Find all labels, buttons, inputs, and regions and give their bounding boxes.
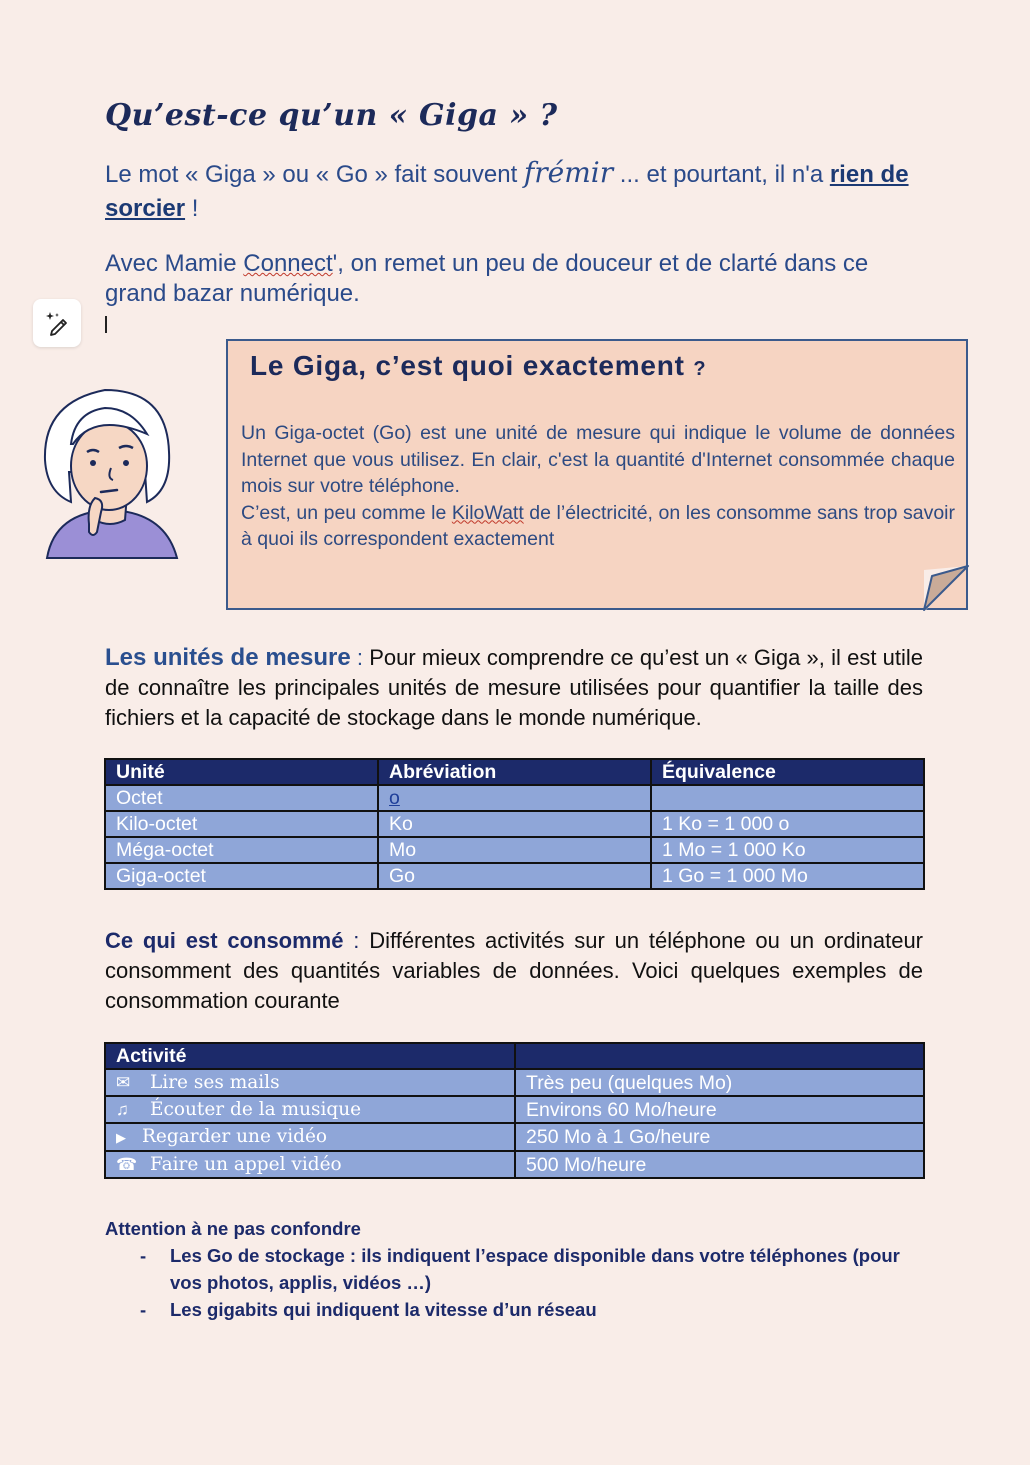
- table-row: [105, 785, 924, 811]
- ai-writing-assistant-button[interactable]: [33, 299, 81, 347]
- table-cell: Méga-octet: [105, 837, 378, 863]
- consumption-paragraph: Ce qui est consommé : Différentes activités sur un téléphone ou un ordinateur consomment des quantités variables de données. Voici quelques exemples de consommation courante: [105, 928, 924, 1013]
- table-cell: Octet: [105, 785, 378, 811]
- envelope-icon: ✉: [116, 1073, 131, 1092]
- thinking-grandma-illustration: [35, 382, 185, 562]
- table-cell: ☎ Faire un appel vidéo: [105, 1151, 515, 1178]
- table-cell: Kilo-octet: [105, 811, 378, 837]
- table-header: Unité: [105, 759, 378, 785]
- text-cursor: [105, 316, 107, 333]
- list-item: - Les Go de stockage : ils indiquent l’espace disponible dans votre téléphones (pour vos photos, applis, vidéos …): [170, 1242, 925, 1296]
- table-cell: ♫ Écouter de la musique: [105, 1096, 515, 1123]
- table-header: Équivalence: [651, 759, 924, 785]
- table-cell: ▶ Regarder une vidéo: [105, 1123, 515, 1151]
- section-heading: Ce qui est consommé: [105, 928, 344, 953]
- warning-list: [105, 1242, 925, 1323]
- spellcheck-flagged-word: KiloWatt: [451, 501, 524, 524]
- page-title: Qu’est-ce qu’un « Giga » ?: [105, 98, 558, 133]
- table-header: Abréviation: [378, 759, 651, 785]
- table-cell: [651, 785, 924, 811]
- warning-section: [105, 1215, 925, 1323]
- table-cell: 1 Mo = 1 000 Ko: [651, 837, 924, 863]
- section-heading: Les unités de mesure: [105, 644, 351, 671]
- table-cell: 250 Mo à 1 Go/heure: [515, 1123, 924, 1151]
- table-header: [515, 1043, 924, 1069]
- note-title: Le Giga, c’est quoi exactement ?: [250, 350, 707, 381]
- table-cell: ✉ Lire ses mails: [105, 1069, 515, 1096]
- table-row: [105, 811, 924, 837]
- activity-table: [104, 1042, 925, 1179]
- table-cell: 500 Mo/heure: [515, 1151, 924, 1178]
- table-cell: 1 Ko = 1 000 o: [651, 811, 924, 837]
- table-row: [105, 1123, 924, 1151]
- table-row: [105, 1151, 924, 1178]
- note-body: Un Giga-octet (Go) est une unité de mesure qui indique le volume de données Internet que vous utilisez. En clair, c'est la quantité d'Internet consommée chaque mois sur votre téléphone. C’est, un peu comme le KiloWatt de l’électricité, on les consomme sans trop savoir à quoi ils correspondent exactement: [241, 422, 955, 550]
- table-cell: Go: [378, 863, 651, 889]
- video-call-icon: ☎: [116, 1155, 138, 1174]
- table-cell: Environs 60 Mo/heure: [515, 1096, 924, 1123]
- intro-paragraph: Le mot « Giga » ou « Go » fait souvent frémir ... et pourtant, il n'a rien de sorcier !: [105, 156, 909, 222]
- abbreviation-link[interactable]: o: [389, 787, 400, 809]
- list-item: - Les gigabits qui indiquent la vitesse d’un réseau: [170, 1296, 925, 1323]
- table-row: [105, 1096, 924, 1123]
- table-cell: Mo: [378, 837, 651, 863]
- table-cell: 1 Go = 1 000 Mo: [651, 863, 924, 889]
- units-paragraph: Les unités de mesure : Pour mieux comprendre ce qu’est un « Giga », il est utile de connaître les principales unités de mesure utilisées pour quantifier la taille des fichiers et la capacité de stockage dans le monde numérique.: [105, 644, 923, 730]
- emphasis-link: rien de sorcier: [105, 161, 909, 222]
- emphasis-word: frémir: [523, 156, 614, 189]
- table-header: Activité: [105, 1043, 515, 1069]
- table-cell: Ko: [378, 811, 651, 837]
- music-note-icon: ♫: [116, 1100, 129, 1119]
- table-header-row: [105, 759, 924, 785]
- page-curl-corner: [920, 562, 972, 614]
- units-table: [104, 758, 925, 890]
- warning-title: Attention à ne pas confondre: [105, 1218, 361, 1239]
- spellcheck-flagged-word: Connect: [243, 250, 333, 277]
- table-row: [105, 837, 924, 863]
- table-header-row: [105, 1043, 924, 1069]
- table-cell: Très peu (quelques Mo): [515, 1069, 924, 1096]
- play-icon: ▶: [116, 1130, 126, 1145]
- table-cell: Giga-octet: [105, 863, 378, 889]
- table-row: [105, 1069, 924, 1096]
- magic-pen-icon: [43, 309, 71, 337]
- table-cell: [378, 785, 651, 811]
- table-row: [105, 863, 924, 889]
- intro-paragraph-2: Avec Mamie Connect', on remet un peu de douceur et de clarté dans ce grand bazar numérique.: [105, 250, 869, 307]
